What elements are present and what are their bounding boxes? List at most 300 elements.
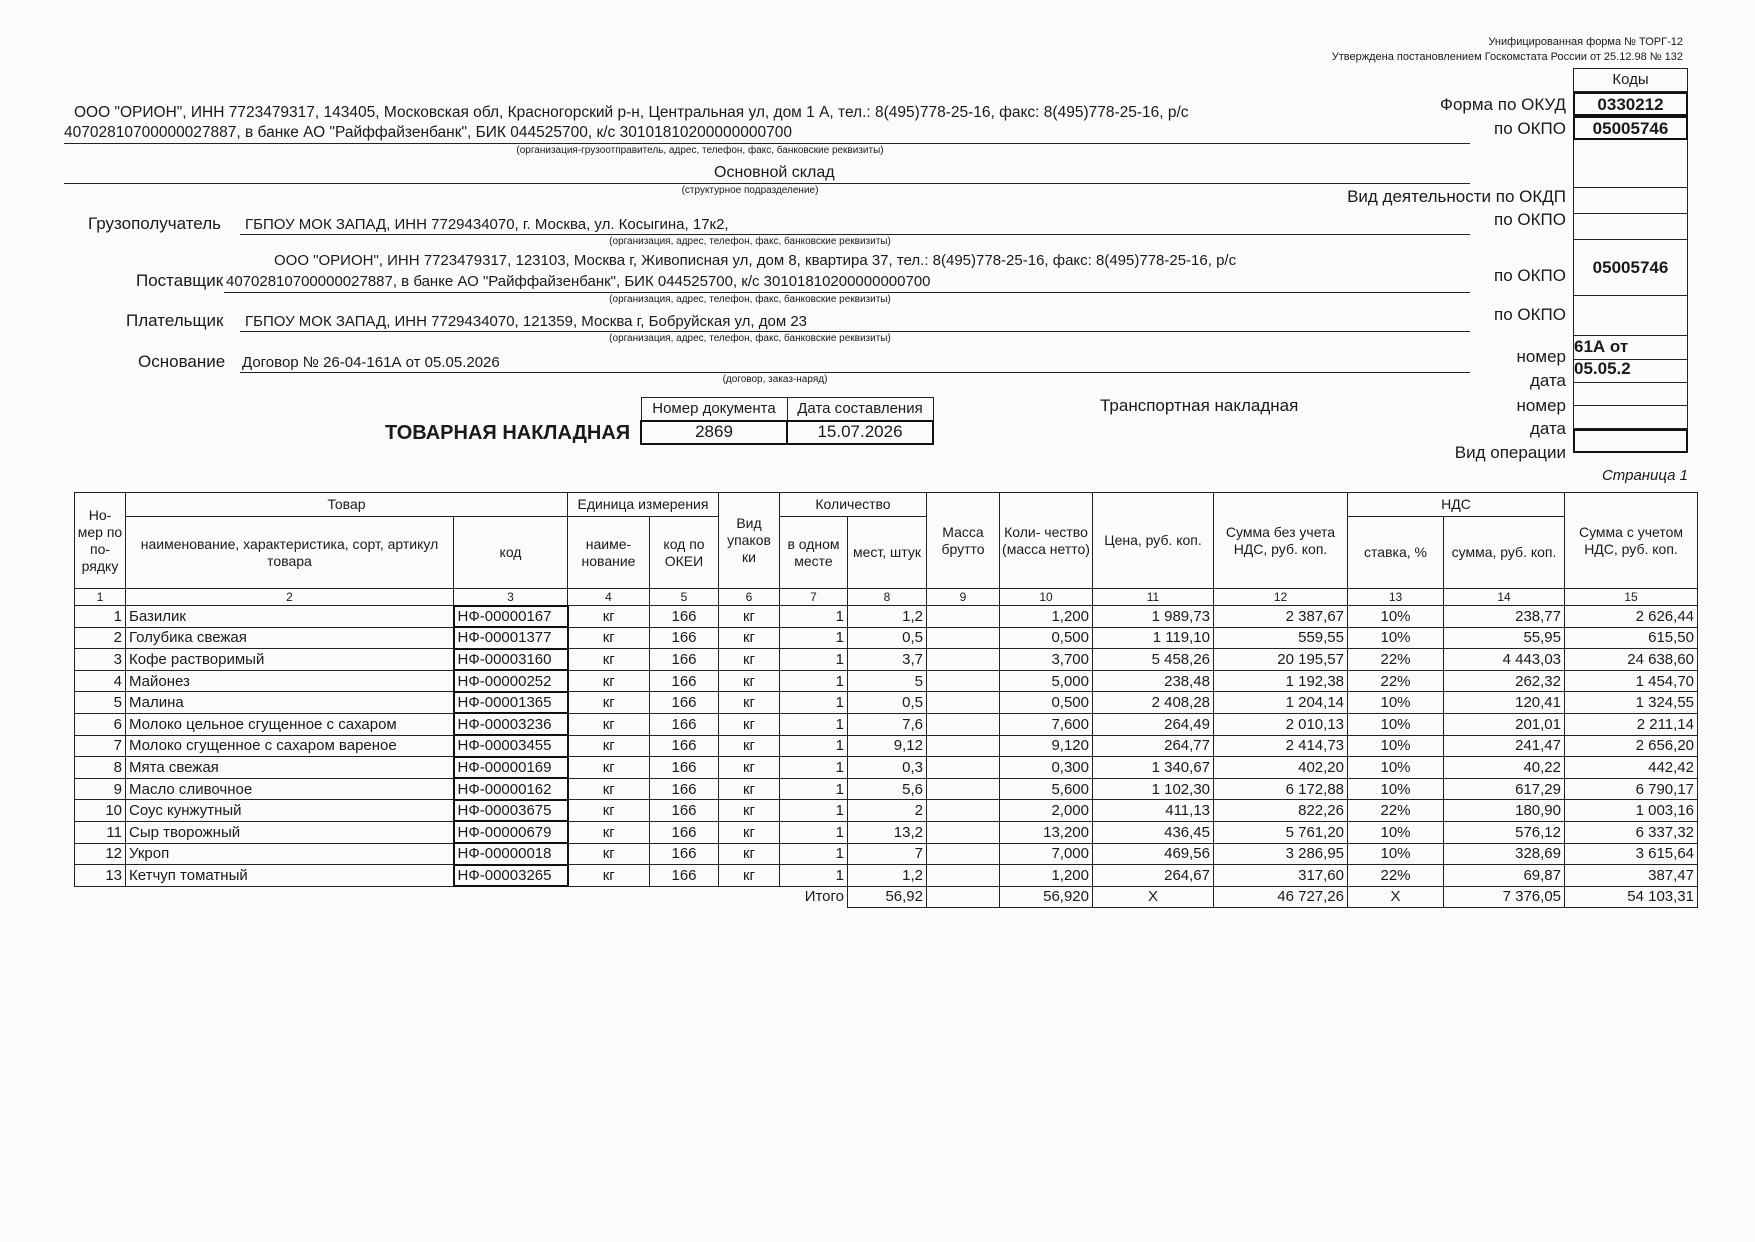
- column-number: 4: [568, 589, 650, 606]
- row-number: 2: [75, 627, 126, 649]
- sum-without-vat: 2 387,67: [1214, 606, 1348, 628]
- form-approval: Утверждена постановлением Госкомстата России от 25.12.98 № 132: [1331, 51, 1683, 63]
- gross-mass: [927, 606, 1000, 628]
- supplier-okpo-label: по ОКПО: [1494, 266, 1566, 285]
- consignor-underline: [64, 143, 1470, 144]
- product-code: НФ-00001365: [454, 692, 568, 714]
- sum-with-vat: 1 003,16: [1565, 800, 1698, 822]
- codes-box: [1573, 68, 1688, 453]
- price: 5 458,26: [1093, 649, 1214, 671]
- vat-sum: 55,95: [1444, 627, 1565, 649]
- okei-code: 166: [650, 800, 719, 822]
- sum-with-vat: 3 615,64: [1565, 843, 1698, 865]
- product-name: Майонез: [126, 670, 454, 692]
- pack-type: кг: [719, 649, 780, 671]
- column-number: 9: [927, 589, 1000, 606]
- operation-label: Вид операции: [1454, 443, 1566, 462]
- unit-name: кг: [568, 778, 650, 800]
- table-row: [75, 865, 1698, 887]
- product-name: Молоко цельное сгущенное с сахаром: [126, 713, 454, 735]
- okpo-label: по ОКПО: [1494, 119, 1566, 138]
- sum-without-vat: 1 204,14: [1214, 692, 1348, 714]
- vat-rate: 10%: [1348, 757, 1444, 779]
- gross-mass: [927, 735, 1000, 757]
- totals-gross: [927, 886, 1000, 907]
- column-number: 8: [848, 589, 927, 606]
- gross-mass: [927, 713, 1000, 735]
- gross-mass: [927, 821, 1000, 843]
- supplier-caption: (организация, адрес, телефон, факс, банковские реквизиты): [609, 294, 891, 305]
- totals-blank: [75, 886, 780, 907]
- basis-number-label: номер: [1516, 347, 1566, 366]
- sum-without-vat: 1 192,38: [1214, 670, 1348, 692]
- column-number: 3: [454, 589, 568, 606]
- column-number: 6: [719, 589, 780, 606]
- product-code: НФ-00003455: [454, 735, 568, 757]
- okei-code: 166: [650, 606, 719, 628]
- qty-in-place: 1: [780, 692, 848, 714]
- transport-number-cell: [1573, 383, 1688, 406]
- sum-without-vat: 5 761,20: [1214, 821, 1348, 843]
- sum-without-vat: 6 172,88: [1214, 778, 1348, 800]
- sum-with-vat: 2 211,14: [1565, 713, 1698, 735]
- vat-sum: 328,69: [1444, 843, 1565, 865]
- okei-code: 166: [650, 692, 719, 714]
- qty-in-place: 1: [780, 670, 848, 692]
- product-name: Масло сливочное: [126, 778, 454, 800]
- sum-without-vat: 2 414,73: [1214, 735, 1348, 757]
- table-row: [75, 713, 1698, 735]
- page-number: Страница 1: [1601, 467, 1688, 484]
- sum-with-vat: 615,50: [1565, 627, 1698, 649]
- th-sum-novat: Сумма без учета НДС, руб. коп.: [1214, 493, 1348, 589]
- okei-code: 166: [650, 778, 719, 800]
- product-name: Укроп: [126, 843, 454, 865]
- gross-mass: [927, 843, 1000, 865]
- subdivision-caption: (структурное подразделение): [681, 185, 819, 196]
- gross-mass: [927, 865, 1000, 887]
- net-quantity: 0,500: [1000, 692, 1093, 714]
- totals-row: [75, 886, 1698, 907]
- pack-type: кг: [719, 627, 780, 649]
- column-number: 14: [1444, 589, 1565, 606]
- unit-name: кг: [568, 713, 650, 735]
- row-number: 10: [75, 800, 126, 822]
- okei-code: 166: [650, 843, 719, 865]
- payer-caption: (организация, адрес, телефон, факс, банковские реквизиты): [609, 333, 891, 344]
- net-quantity: 0,300: [1000, 757, 1093, 779]
- sum-without-vat: 822,26: [1214, 800, 1348, 822]
- sum-without-vat: 402,20: [1214, 757, 1348, 779]
- sum-without-vat: 317,60: [1214, 865, 1348, 887]
- price: 411,13: [1093, 800, 1214, 822]
- sum-with-vat: 24 638,60: [1565, 649, 1698, 671]
- unit-name: кг: [568, 606, 650, 628]
- pack-type: кг: [719, 670, 780, 692]
- product-code: НФ-00000167: [454, 606, 568, 628]
- column-number: 12: [1214, 589, 1348, 606]
- vat-sum: 262,32: [1444, 670, 1565, 692]
- net-quantity: 3,700: [1000, 649, 1093, 671]
- unit-name: кг: [568, 865, 650, 887]
- okdp-label: Вид деятельности по ОКДП: [1347, 187, 1566, 206]
- doc-date-label: Дата составления: [787, 398, 933, 421]
- totals-vat-rate: X: [1348, 886, 1444, 907]
- sum-without-vat: 3 286,95: [1214, 843, 1348, 865]
- okei-code: 166: [650, 713, 719, 735]
- payer-okpo-label: по ОКПО: [1494, 305, 1566, 324]
- qty-places: 0,5: [848, 627, 927, 649]
- price: 436,45: [1093, 821, 1214, 843]
- table-row: [75, 843, 1698, 865]
- qty-places: 5: [848, 670, 927, 692]
- th-num: Но- мер по по- рядку: [75, 493, 126, 589]
- vat-rate: 22%: [1348, 800, 1444, 822]
- unit-name: кг: [568, 821, 650, 843]
- sum-with-vat: 1 454,70: [1565, 670, 1698, 692]
- gross-mass: [927, 649, 1000, 671]
- okei-code: 166: [650, 757, 719, 779]
- th-qty-one: в одном месте: [780, 517, 848, 589]
- consignee-okpo-label: по ОКПО: [1494, 210, 1566, 229]
- gross-mass: [927, 627, 1000, 649]
- okdp-code-cell: [1573, 188, 1688, 214]
- qty-places: 5,6: [848, 778, 927, 800]
- transport-number-label: номер: [1516, 396, 1566, 415]
- transport-date-label: дата: [1529, 419, 1566, 438]
- product-code: НФ-00003675: [454, 800, 568, 822]
- basis-number-code: 61А от 05.05.2: [1573, 336, 1688, 360]
- supplier-underline: [224, 292, 1470, 293]
- qty-in-place: 1: [780, 821, 848, 843]
- product-name: Молоко сгущенное с сахаром вареное: [126, 735, 454, 757]
- gross-mass: [927, 692, 1000, 714]
- pack-type: кг: [719, 692, 780, 714]
- sum-with-vat: 387,47: [1565, 865, 1698, 887]
- th-unit-name: наиме- нование: [568, 517, 650, 589]
- row-number: 5: [75, 692, 126, 714]
- price: 238,48: [1093, 670, 1214, 692]
- okei-code: 166: [650, 627, 719, 649]
- vat-sum: 180,90: [1444, 800, 1565, 822]
- pack-type: кг: [719, 800, 780, 822]
- doc-number-label: Номер документа: [641, 398, 787, 421]
- row-number: 1: [75, 606, 126, 628]
- th-unit-okei: код по ОКЕИ: [650, 517, 719, 589]
- th-gross: Масса брутто: [927, 493, 1000, 589]
- totals-price: X: [1093, 886, 1214, 907]
- product-name: Кофе растворимый: [126, 649, 454, 671]
- net-quantity: 2,000: [1000, 800, 1093, 822]
- vat-rate: 10%: [1348, 821, 1444, 843]
- vat-sum: 201,01: [1444, 713, 1565, 735]
- unit-name: кг: [568, 757, 650, 779]
- product-name: Соус кунжутный: [126, 800, 454, 822]
- totals-vat-sum: 7 376,05: [1444, 886, 1565, 907]
- gross-mass: [927, 778, 1000, 800]
- column-number: 1: [75, 589, 126, 606]
- qty-in-place: 1: [780, 800, 848, 822]
- vat-rate: 10%: [1348, 627, 1444, 649]
- column-number: 2: [126, 589, 454, 606]
- price: 2 408,28: [1093, 692, 1214, 714]
- qty-places: 3,7: [848, 649, 927, 671]
- subdivision-code-cell: [1573, 140, 1688, 188]
- table-row: [75, 649, 1698, 671]
- transport-label: Транспортная накладная: [1100, 396, 1299, 415]
- product-name: Голубика свежая: [126, 627, 454, 649]
- vat-sum: 576,12: [1444, 821, 1565, 843]
- gross-mass: [927, 800, 1000, 822]
- vat-rate: 22%: [1348, 670, 1444, 692]
- th-qty-places: мест, штук: [848, 517, 927, 589]
- consignor-line2: 40702810700000027887, в банке АО "Райффайзенбанк", БИК 044525700, к/с 30101810200000000700: [64, 124, 793, 141]
- vat-sum: 4 443,03: [1444, 649, 1565, 671]
- vat-sum: 238,77: [1444, 606, 1565, 628]
- form-type: Унифицированная форма № ТОРГ-12: [1488, 36, 1683, 48]
- document-title: ТОВАРНАЯ НАКЛАДНАЯ: [385, 422, 631, 444]
- payer-underline: [240, 331, 1470, 332]
- product-code: НФ-00003236: [454, 713, 568, 735]
- payer-okpo-cell: [1573, 296, 1688, 336]
- qty-in-place: 1: [780, 627, 848, 649]
- vat-sum: 40,22: [1444, 757, 1565, 779]
- qty-places: 2: [848, 800, 927, 822]
- totals-net: 56,920: [1000, 886, 1093, 907]
- row-number: 12: [75, 843, 126, 865]
- net-quantity: 9,120: [1000, 735, 1093, 757]
- row-number: 9: [75, 778, 126, 800]
- qty-places: 7: [848, 843, 927, 865]
- column-number: 11: [1093, 589, 1214, 606]
- qty-in-place: 1: [780, 735, 848, 757]
- qty-in-place: 1: [780, 778, 848, 800]
- row-number: 7: [75, 735, 126, 757]
- qty-in-place: 1: [780, 865, 848, 887]
- sum-without-vat: 559,55: [1214, 627, 1348, 649]
- column-numbers-row: [75, 589, 1698, 606]
- basis-value: Договор № 26-04-161А от 05.05.2026: [242, 354, 500, 371]
- gross-mass: [927, 757, 1000, 779]
- table-row: [75, 778, 1698, 800]
- vat-rate: 10%: [1348, 692, 1444, 714]
- net-quantity: 5,000: [1000, 670, 1093, 692]
- sum-with-vat: 442,42: [1565, 757, 1698, 779]
- product-code: НФ-00000169: [454, 757, 568, 779]
- basis-caption: (договор, заказ-наряд): [722, 374, 828, 385]
- totals-label: Итого: [804, 888, 844, 906]
- totals-sum-without-vat: 46 727,26: [1214, 886, 1348, 907]
- net-quantity: 5,600: [1000, 778, 1093, 800]
- product-code: НФ-00003160: [454, 649, 568, 671]
- vat-rate: 22%: [1348, 865, 1444, 887]
- qty-in-place: 1: [780, 757, 848, 779]
- unit-name: кг: [568, 735, 650, 757]
- product-name: Малина: [126, 692, 454, 714]
- qty-places: 0,3: [848, 757, 927, 779]
- th-goods: Товар: [126, 493, 568, 517]
- gross-mass: [927, 670, 1000, 692]
- qty-in-place: 1: [780, 649, 848, 671]
- unit-name: кг: [568, 627, 650, 649]
- okud-label: Форма по ОКУД: [1440, 95, 1566, 114]
- row-number: 11: [75, 821, 126, 843]
- consignee-value: ГБПОУ МОК ЗАПАД, ИНН 7729434070, г. Москва, ул. Косыгина, 17к2,: [245, 216, 729, 233]
- okei-code: 166: [650, 670, 719, 692]
- supplier-line2: 40702810700000027887, в банке АО "Райффайзенбанк", БИК 044525700, к/с 30101810200000000700: [226, 273, 931, 290]
- table-row: [75, 670, 1698, 692]
- qty-in-place: 1: [780, 713, 848, 735]
- pack-type: кг: [719, 821, 780, 843]
- th-qty: Количество: [780, 493, 927, 517]
- pack-type: кг: [719, 778, 780, 800]
- okei-code: 166: [650, 735, 719, 757]
- table-row: [75, 692, 1698, 714]
- supplier-line1: ООО "ОРИОН", ИНН 7723479317, 123103, Москва г, Живописная ул, дом 8, квартира 37, тел.: 8(495)778-25-16, факс: 8(495)778-25-16, р/с: [274, 252, 1237, 269]
- vat-rate: 10%: [1348, 713, 1444, 735]
- vat-sum: 617,29: [1444, 778, 1565, 800]
- product-code: НФ-00000679: [454, 821, 568, 843]
- qty-places: 0,5: [848, 692, 927, 714]
- vat-sum: 69,87: [1444, 865, 1565, 887]
- net-quantity: 1,200: [1000, 865, 1093, 887]
- vat-rate: 10%: [1348, 843, 1444, 865]
- net-quantity: 7,600: [1000, 713, 1093, 735]
- product-name: Кетчуп томатный: [126, 865, 454, 887]
- doc-number: 2869: [641, 421, 787, 444]
- okei-code: 166: [650, 821, 719, 843]
- table-row: [75, 627, 1698, 649]
- table-row: [75, 821, 1698, 843]
- price: 264,67: [1093, 865, 1214, 887]
- subdivision-underline: [64, 183, 1470, 184]
- unit-name: кг: [568, 800, 650, 822]
- product-name: Базилик: [126, 606, 454, 628]
- pack-type: кг: [719, 865, 780, 887]
- supplier-label: Поставщик: [136, 271, 224, 290]
- sum-with-vat: 2 656,20: [1565, 735, 1698, 757]
- th-vat-rate: ставка, %: [1348, 517, 1444, 589]
- column-number: 7: [780, 589, 848, 606]
- goods-table: [74, 492, 1698, 908]
- price: 1 989,73: [1093, 606, 1214, 628]
- sum-without-vat: 2 010,13: [1214, 713, 1348, 735]
- product-code: НФ-00000018: [454, 843, 568, 865]
- basis-underline: [240, 372, 1470, 373]
- qty-places: 1,2: [848, 865, 927, 887]
- vat-sum: 241,47: [1444, 735, 1565, 757]
- vat-rate: 10%: [1348, 606, 1444, 628]
- price: 1 119,10: [1093, 627, 1214, 649]
- qty-in-place: 1: [780, 606, 848, 628]
- th-total: Сумма с учетом НДС, руб. коп.: [1565, 493, 1698, 589]
- sum-with-vat: 1 324,55: [1565, 692, 1698, 714]
- consignee-underline: [240, 234, 1470, 235]
- product-name: Мята свежая: [126, 757, 454, 779]
- sum-without-vat: 20 195,57: [1214, 649, 1348, 671]
- row-number: 13: [75, 865, 126, 887]
- pack-type: кг: [719, 713, 780, 735]
- doc-date: 15.07.2026: [787, 421, 933, 444]
- okpo-code: 05005746: [1573, 116, 1688, 140]
- okei-code: 166: [650, 865, 719, 887]
- consignor-caption: (организация-грузоотправитель, адрес, телефон, факс, банковские реквизиты): [516, 145, 884, 156]
- sum-with-vat: 6 790,17: [1565, 778, 1698, 800]
- payer-value: ГБПОУ МОК ЗАПАД, ИНН 7729434070, 121359, Москва г, Бобруйская ул, дом 23: [245, 313, 808, 330]
- row-number: 4: [75, 670, 126, 692]
- okei-code: 166: [650, 649, 719, 671]
- totals-places: 56,92: [848, 886, 927, 907]
- table-row: [75, 606, 1698, 628]
- column-number: 13: [1348, 589, 1444, 606]
- unit-name: кг: [568, 649, 650, 671]
- consignor-line1: ООО "ОРИОН", ИНН 7723479317, 143405, Московская обл, Красногорский р-н, Центральная ул, дом 1 А, тел.: 8(495)778-25-16, факс: 8(495)778-25-16, р/с: [74, 104, 1189, 121]
- th-goods-name: наименование, характеристика, сорт, артикул товара: [126, 517, 454, 589]
- product-code: НФ-00000162: [454, 778, 568, 800]
- table-row: [75, 800, 1698, 822]
- pack-type: кг: [719, 735, 780, 757]
- price: 264,49: [1093, 713, 1214, 735]
- vat-rate: 10%: [1348, 778, 1444, 800]
- totals-sum-with-vat: 54 103,31: [1565, 886, 1698, 907]
- vat-sum: 120,41: [1444, 692, 1565, 714]
- row-number: 6: [75, 713, 126, 735]
- supplier-okpo-code: 05005746: [1573, 240, 1688, 296]
- pack-type: кг: [719, 757, 780, 779]
- document-number-box: [640, 397, 934, 445]
- sum-with-vat: 2 626,44: [1565, 606, 1698, 628]
- th-vat-sum: сумма, руб. коп.: [1444, 517, 1565, 589]
- okud-code: 0330212: [1573, 92, 1688, 116]
- net-quantity: 0,500: [1000, 627, 1093, 649]
- price: 1 340,67: [1093, 757, 1214, 779]
- qty-places: 9,12: [848, 735, 927, 757]
- th-pack: Вид упаков ки: [719, 493, 780, 589]
- net-quantity: 13,200: [1000, 821, 1093, 843]
- th-vat: НДС: [1348, 493, 1565, 517]
- price: 469,56: [1093, 843, 1214, 865]
- unit-name: кг: [568, 692, 650, 714]
- table-row: [75, 757, 1698, 779]
- unit-name: кг: [568, 843, 650, 865]
- qty-in-place: 1: [780, 843, 848, 865]
- net-quantity: 7,000: [1000, 843, 1093, 865]
- price: 264,77: [1093, 735, 1214, 757]
- product-name: Сыр творожный: [126, 821, 454, 843]
- product-code: НФ-00000252: [454, 670, 568, 692]
- basis-date-label: дата: [1529, 371, 1566, 390]
- qty-places: 1,2: [848, 606, 927, 628]
- consignee-label: Грузополучатель: [88, 214, 221, 233]
- consignee-caption: (организация, адрес, телефон, факс, банковские реквизиты): [609, 236, 891, 247]
- row-number: 8: [75, 757, 126, 779]
- sum-with-vat: 6 337,32: [1565, 821, 1698, 843]
- th-unit: Единица измерения: [568, 493, 719, 517]
- consignee-okpo-cell: [1573, 214, 1688, 240]
- vat-rate: 22%: [1348, 649, 1444, 671]
- subdivision-value: Основной склад: [714, 164, 835, 181]
- basis-label: Основание: [138, 352, 226, 371]
- th-net: Коли- чество (масса нетто): [1000, 493, 1093, 589]
- net-quantity: 1,200: [1000, 606, 1093, 628]
- unit-name: кг: [568, 670, 650, 692]
- operation-cell: [1573, 429, 1688, 453]
- qty-places: 7,6: [848, 713, 927, 735]
- pack-type: кг: [719, 843, 780, 865]
- product-code: НФ-00003265: [454, 865, 568, 887]
- th-goods-code: код: [454, 517, 568, 589]
- vat-rate: 10%: [1348, 735, 1444, 757]
